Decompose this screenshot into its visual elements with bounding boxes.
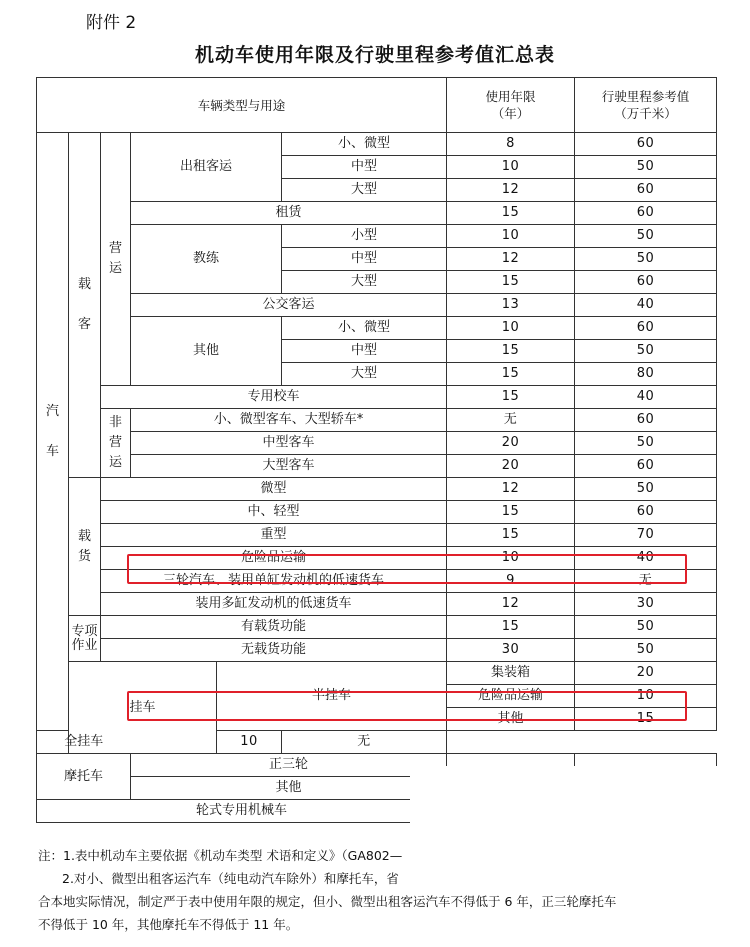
row-km: 60 bbox=[575, 501, 717, 524]
column-header-km: 行驶里程参考值 （万千米） bbox=[575, 78, 717, 133]
row-label: 大型 bbox=[282, 179, 447, 202]
row-label: 装用多缸发动机的低速货车 bbox=[101, 593, 447, 616]
row-label: 无载货功能 bbox=[101, 639, 447, 662]
row-km: 50 bbox=[575, 639, 717, 662]
row-years: 8 bbox=[447, 133, 575, 156]
row-label: 其他 bbox=[131, 777, 447, 800]
table-row bbox=[37, 225, 717, 248]
group-operating: 营 运 bbox=[101, 133, 131, 386]
footnote-line: 不得低于 10 年，其他摩托车不得低于 11 年。 bbox=[38, 917, 299, 932]
column-header-type: 车辆类型与用途 bbox=[37, 78, 447, 133]
row-years: 13 bbox=[447, 294, 575, 317]
vehicle-limit-table bbox=[36, 77, 717, 823]
row-years: 15 bbox=[447, 202, 575, 225]
row-years: 30 bbox=[447, 639, 575, 662]
row-km: 70 bbox=[575, 524, 717, 547]
table-row bbox=[37, 524, 717, 547]
row-label: 集装箱 bbox=[447, 662, 575, 685]
row-years: 12 bbox=[447, 478, 575, 501]
footnote-line: 注：1.表中机动车主要依据《机动车类型 术语和定义》（GA802— bbox=[38, 848, 403, 863]
group-passenger: 载 客 bbox=[69, 133, 101, 478]
row-km: 50 bbox=[575, 248, 717, 271]
row-km: 50 bbox=[575, 156, 717, 179]
row-years: 15 bbox=[447, 340, 575, 363]
table-row bbox=[37, 386, 717, 409]
group-special: 专项 作业 bbox=[69, 616, 101, 662]
table-row bbox=[37, 294, 717, 317]
row-label: 其他 bbox=[447, 708, 575, 731]
row-years: 9 bbox=[447, 570, 575, 593]
row-km: 50 bbox=[575, 478, 717, 501]
row-label: 重型 bbox=[101, 524, 447, 547]
row-km: 50 bbox=[575, 340, 717, 363]
row-years: 10 bbox=[447, 547, 575, 570]
subgroup-other: 其他 bbox=[131, 317, 282, 386]
row-label: 中型 bbox=[282, 248, 447, 271]
table-row bbox=[37, 478, 717, 501]
row-km: 60 bbox=[575, 179, 717, 202]
table-row bbox=[37, 133, 717, 156]
row-years: 无 bbox=[447, 409, 575, 432]
footnote-line: 合本地实际情况，制定严于表中使用年限的规定，但小、微型出租客运汽车不得低于 6 年，正三轮摩托车 bbox=[38, 894, 617, 909]
row-years: 12 bbox=[447, 593, 575, 616]
row-label: 小、微型 bbox=[282, 317, 447, 340]
row-km: 60 bbox=[575, 455, 717, 478]
row-label: 中型 bbox=[282, 340, 447, 363]
row-years: 10 bbox=[447, 317, 575, 340]
group-nonoperating: 非 营 运 bbox=[101, 409, 131, 478]
subgroup-taxi: 出租客运 bbox=[131, 133, 282, 202]
page-title: 机动车使用年限及行驶里程参考值汇总表 bbox=[194, 44, 555, 66]
row-km: 60 bbox=[575, 133, 717, 156]
footnote-line: 2.对小、微型出租客运汽车（纯电动汽车除外）和摩托车，省 bbox=[62, 871, 399, 886]
row-label: 微型 bbox=[101, 478, 447, 501]
row-label: 正三轮 bbox=[131, 754, 447, 777]
table-row bbox=[37, 662, 717, 685]
table-row bbox=[37, 639, 717, 662]
row-km: 40 bbox=[575, 294, 717, 317]
row-km: 40 bbox=[575, 386, 717, 409]
row-years: 10 bbox=[447, 225, 575, 248]
footnotes bbox=[38, 844, 718, 936]
table-row bbox=[37, 202, 717, 225]
row-km: 30 bbox=[575, 593, 717, 616]
subgroup-coaching: 教练 bbox=[131, 225, 282, 294]
row-km: 50 bbox=[575, 616, 717, 639]
row-label: 有载货功能 bbox=[101, 616, 447, 639]
row-label: 专用校车 bbox=[101, 386, 447, 409]
row-label: 危险品运输 bbox=[101, 547, 447, 570]
row-years: 12 bbox=[447, 248, 575, 271]
table-row bbox=[37, 547, 717, 570]
row-label: 租赁 bbox=[131, 202, 447, 225]
table-row bbox=[37, 409, 717, 432]
header-row bbox=[37, 78, 717, 133]
row-label: 轮式专用机械车 bbox=[37, 800, 447, 823]
group-trailer: 挂车 bbox=[69, 662, 217, 754]
row-years: 15 bbox=[447, 363, 575, 386]
row-km: 60 bbox=[575, 271, 717, 294]
row-km: 80 bbox=[575, 363, 717, 386]
table-row bbox=[37, 593, 717, 616]
row-years: 20 bbox=[447, 432, 575, 455]
row-years: 15 bbox=[447, 616, 575, 639]
subgroup-semitrailer: 半挂车 bbox=[217, 662, 447, 731]
row-label: 小、微型 bbox=[282, 133, 447, 156]
row-label: 中型客车 bbox=[131, 432, 447, 455]
row-label: 小型 bbox=[282, 225, 447, 248]
table-row bbox=[37, 317, 717, 340]
row-years: 20 bbox=[575, 662, 717, 685]
group-car: 汽 车 bbox=[37, 133, 69, 731]
row-years: 15 bbox=[447, 386, 575, 409]
attachment-label: 附件 2 bbox=[86, 13, 137, 33]
row-km: 无 bbox=[282, 731, 447, 754]
row-years: 20 bbox=[447, 455, 575, 478]
row-years: 10 bbox=[447, 156, 575, 179]
row-km: 无 bbox=[575, 570, 717, 593]
table-row bbox=[37, 432, 717, 455]
row-years: 15 bbox=[447, 501, 575, 524]
row-km: 50 bbox=[575, 225, 717, 248]
row-label: 三轮汽车、装用单缸发动机的低速货车 bbox=[101, 570, 447, 593]
row-years: 12 bbox=[447, 179, 575, 202]
row-label: 公交客运 bbox=[131, 294, 447, 317]
row-label: 大型 bbox=[282, 363, 447, 386]
table-row bbox=[37, 501, 717, 524]
group-motorcycle: 摩托车 bbox=[37, 754, 131, 800]
column-header-years: 使用年限 （年） bbox=[447, 78, 575, 133]
table-row bbox=[37, 616, 717, 639]
row-years: 15 bbox=[447, 271, 575, 294]
row-label: 中、轻型 bbox=[101, 501, 447, 524]
row-label: 全挂车 bbox=[37, 731, 131, 754]
group-cargo: 载 货 bbox=[69, 478, 101, 616]
table-row bbox=[37, 570, 717, 593]
row-km: 60 bbox=[575, 317, 717, 340]
row-km: 40 bbox=[575, 547, 717, 570]
table-row bbox=[37, 455, 717, 478]
row-label: 危险品运输 bbox=[447, 685, 575, 708]
row-label: 大型 bbox=[282, 271, 447, 294]
row-km: 60 bbox=[575, 409, 717, 432]
row-years: 10 bbox=[575, 685, 717, 708]
row-years: 15 bbox=[447, 524, 575, 547]
row-label: 中型 bbox=[282, 156, 447, 179]
row-label: 小、微型客车、大型轿车* bbox=[131, 409, 447, 432]
row-years: 10 bbox=[217, 731, 282, 754]
row-km: 50 bbox=[575, 432, 717, 455]
row-label: 大型客车 bbox=[131, 455, 447, 478]
row-km: 60 bbox=[575, 202, 717, 225]
row-years: 15 bbox=[575, 708, 717, 731]
